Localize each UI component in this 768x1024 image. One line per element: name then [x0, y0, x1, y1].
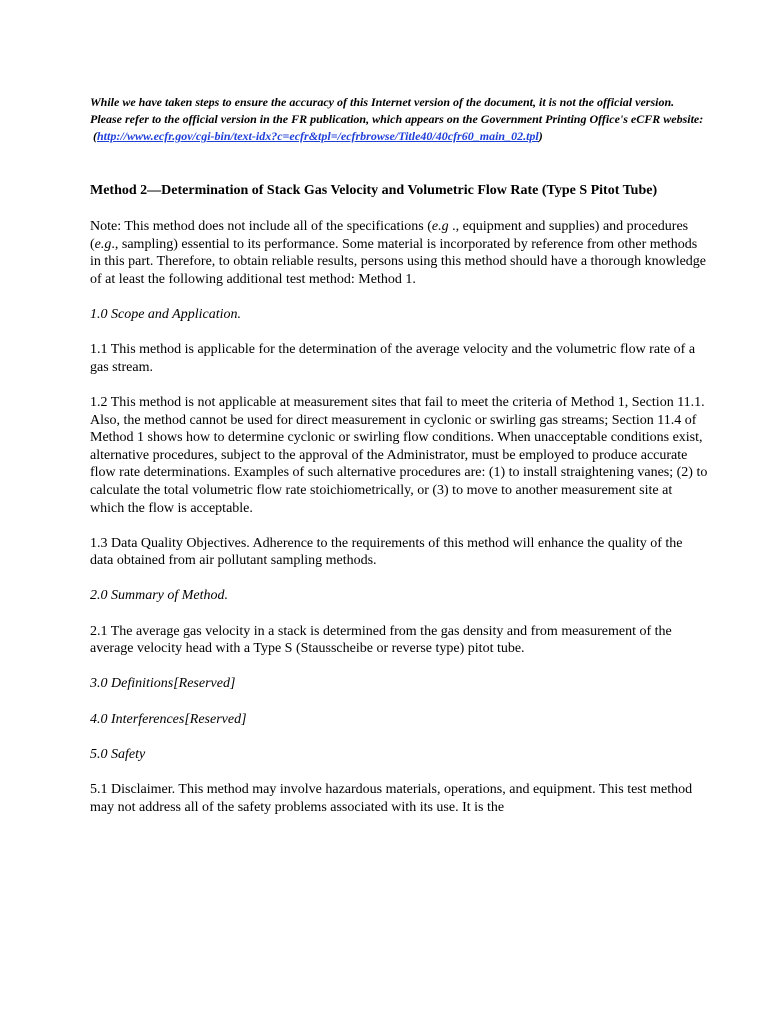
note-paragraph: Note: This method does not include all of the specifications (e.g ., equipment and supplies) and procedures (e.g., sampling) essential to its performance. Some material is incorporated by reference from other methods in this part. Therefore, to obtain reliable results, persons using this method should have a thorough knowledge of at least the following additional test method: Method 1.: [90, 219, 707, 287]
paragraph-1-1: 1.1 This method is applicable for the determination of the average velocity and the volumetric flow rate of a gas stream.: [90, 342, 696, 375]
paragraph-2-1: 2.1 The average gas velocity in a stack is determined from the gas density and from measurement of the average velocity head with a Type S (Stausscheibe or reverse type) pitot tube.: [90, 623, 672, 657]
paragraph-1-2: 1.2 This method is not applicable at measurement sites that fail to meet the criteria of Method 1, Section 11.1. Also, the method cannot be used for direct measurement in cyclonic or swirling gas streams; Section 11.4 of Method 1 shows how to determine cyclonic or swirling flow conditions. When unacceptable conditions exist, alternative procedures, subject to the approval of the Administrator, must be employed to produce accurate flow rate determinations. Examples of such alternative procedures are: (1) to install straightening vanes; (2) to calculate the total volumetric flow rate stoichiometrically, or (3) to move to another measurement site at which the flow is acceptable.: [90, 394, 708, 516]
ecfr-link[interactable]: http://www.ecfr.gov/cgi-bin/text-idx?c=ecfr&tpl=/ecfrbrowse/Title40/40cfr60_main_02.tpl: [97, 129, 539, 143]
disclaimer-text: While we have taken steps to ensure the accuracy of this Internet version of the document, it is not the official version. Please refer to the official version in the FR publication, which appears on the Government Printing Office's eCFR website:: [90, 95, 704, 126]
heading-safety: 5.0 Safety: [90, 746, 146, 762]
link-open-paren: (: [93, 129, 97, 143]
disclaimer-notice: [90, 94, 708, 145]
paragraph-5-1: 5.1 Disclaimer. This method may involve hazardous materials, operations, and equipment. This test method may not address all of the safety problems associated with its use. It is the: [90, 782, 693, 815]
paragraph-1-3: 1.3 Data Quality Objectives. Adherence to the requirements of this method will enhance the quality of the data obtained from air pollutant sampling methods.: [90, 535, 683, 569]
eg-italic-2: e.g: [94, 236, 112, 252]
heading-interferences: 4.0 Interferences[Reserved]: [90, 711, 247, 727]
link-close-paren: ): [538, 129, 543, 143]
document-title: Method 2—Determination of Stack Gas Velocity and Volumetric Flow Rate (Type S Pitot Tube): [90, 183, 658, 198]
heading-summary: 2.0 Summary of Method.: [90, 588, 229, 604]
heading-scope: 1.0 Scope and Application.: [90, 306, 241, 322]
eg-italic-1: e.g: [431, 219, 449, 234]
heading-definitions: 3.0 Definitions[Reserved]: [90, 676, 236, 692]
